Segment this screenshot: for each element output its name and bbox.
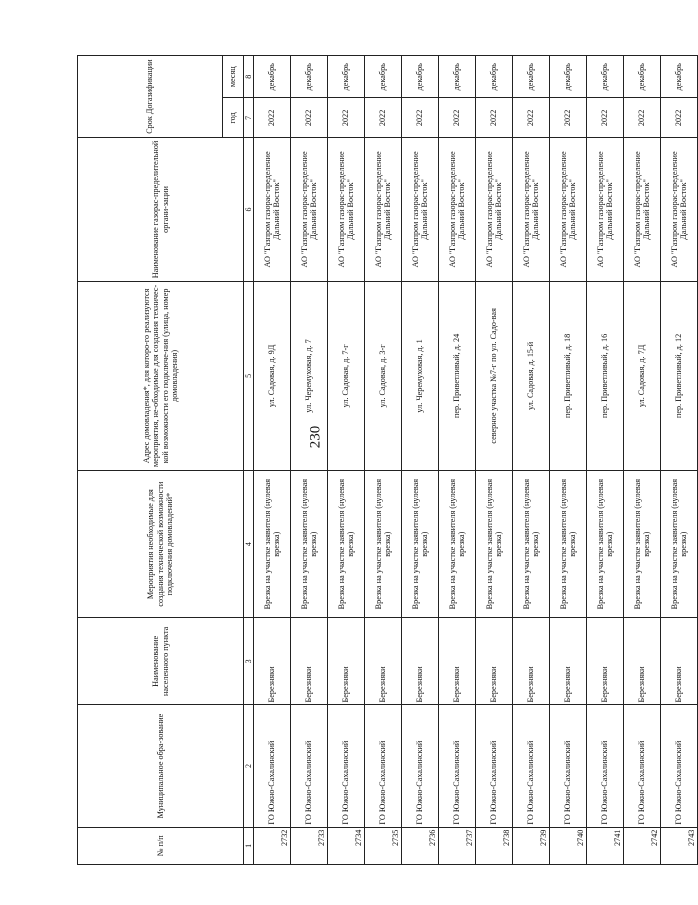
cell-address: ул. Садовая, д. 7-г xyxy=(328,281,365,470)
column-number: 8 xyxy=(244,56,254,98)
cell-measures: Врезка на участке заявителя (нулевая врезка) xyxy=(365,471,402,618)
cell-settlement: Березняки xyxy=(661,618,698,705)
cell-measures: Врезка на участке заявителя (нулевая врезка) xyxy=(402,471,439,618)
row-number: 2741 xyxy=(612,829,622,846)
cell-num xyxy=(550,827,587,864)
cell-year: 2022 xyxy=(476,98,513,138)
cell-year: 2022 xyxy=(439,98,476,138)
cell-address: ул. Садовая, д. 15-й xyxy=(513,281,550,470)
cell-num xyxy=(365,827,402,864)
header-term: Срок Догазификации xyxy=(78,56,223,138)
cell-address: пер. Приветливый, д. 12 xyxy=(661,281,698,470)
cell-settlement: Березняки xyxy=(624,618,661,705)
cell-settlement: Березняки xyxy=(513,618,550,705)
cell-organization: АО "Газпром газорас-пределение Дальний Восток" xyxy=(624,138,661,281)
table-row xyxy=(365,56,402,865)
cell-num xyxy=(661,827,698,864)
row-number: 2742 xyxy=(649,829,659,846)
cell-municipality: ГО Южно-Сахалинский xyxy=(439,705,476,827)
cell-municipality: ГО Южно-Сахалинский xyxy=(587,705,624,827)
cell-measures: Врезка на участке заявителя (нулевая врезка) xyxy=(550,471,587,618)
row-number: 2738 xyxy=(501,829,511,846)
row-number: 2734 xyxy=(353,829,363,846)
cell-num xyxy=(254,827,291,864)
header-address: Адрес домовладения*, для которо-го реализуются мероприятия, не-обходимые для создания техничес-кой возможности его подключе-ния (улица, номер домовладения) xyxy=(78,281,244,470)
cell-year: 2022 xyxy=(624,98,661,138)
cell-organization: АО "Газпром газорас-пределение Дальний Восток" xyxy=(365,138,402,281)
cell-month: декабрь xyxy=(402,56,439,98)
cell-year: 2022 xyxy=(587,98,624,138)
cell-measures: Врезка на участке заявителя (нулевая врезка) xyxy=(587,471,624,618)
row-number: 2739 xyxy=(538,829,548,846)
cell-organization: АО "Газпром газорас-пределение Дальний Восток" xyxy=(550,138,587,281)
cell-month: декабрь xyxy=(365,56,402,98)
cell-organization: АО "Газпром газорас-пределение Дальний Восток" xyxy=(661,138,698,281)
column-number-row xyxy=(244,56,254,865)
cell-address: ул. Черемуховая, д. 1 xyxy=(402,281,439,470)
table-body xyxy=(254,56,698,865)
row-number: 2735 xyxy=(390,829,400,846)
table-row xyxy=(439,56,476,865)
header-municipality: Муниципальное обра-зование xyxy=(78,705,244,827)
gasification-table xyxy=(77,55,698,865)
cell-settlement: Березняки xyxy=(402,618,439,705)
cell-settlement: Березняки xyxy=(587,618,624,705)
table-row xyxy=(291,56,328,865)
table-row xyxy=(328,56,365,865)
cell-address: ул. Садовая, д. 3-г xyxy=(365,281,402,470)
cell-address: пер. Приветливый, д. 16 xyxy=(587,281,624,470)
cell-year: 2022 xyxy=(661,98,698,138)
cell-organization: АО "Газпром газорас-пределение Дальний Восток" xyxy=(587,138,624,281)
header-year: год xyxy=(223,98,244,138)
table-header xyxy=(78,56,254,865)
cell-num xyxy=(439,827,476,864)
cell-year: 2022 xyxy=(328,98,365,138)
cell-organization: АО "Газпром газорас-пределение Дальний Восток" xyxy=(254,138,291,281)
table-row xyxy=(254,56,291,865)
column-number: 7 xyxy=(244,98,254,138)
cell-num xyxy=(513,827,550,864)
cell-address: пер. Приветливый, д. 24 xyxy=(439,281,476,470)
cell-settlement: Березняки xyxy=(365,618,402,705)
cell-municipality: ГО Южно-Сахалинский xyxy=(476,705,513,827)
cell-num xyxy=(291,827,328,864)
cell-year: 2022 xyxy=(402,98,439,138)
cell-year: 2022 xyxy=(254,98,291,138)
cell-measures: Врезка на участке заявителя (нулевая врезка) xyxy=(439,471,476,618)
row-number: 2737 xyxy=(464,829,474,846)
cell-settlement: Березняки xyxy=(254,618,291,705)
cell-measures: Врезка на участке заявителя (нулевая врезка) xyxy=(624,471,661,618)
cell-settlement: Березняки xyxy=(476,618,513,705)
cell-num xyxy=(587,827,624,864)
cell-measures: Врезка на участке заявителя (нулевая врезка) xyxy=(513,471,550,618)
cell-month: декабрь xyxy=(439,56,476,98)
cell-month: декабрь xyxy=(254,56,291,98)
cell-year: 2022 xyxy=(513,98,550,138)
cell-address: ул. Садовая, д. 7Д xyxy=(624,281,661,470)
header-month: месяц xyxy=(223,56,244,98)
page-number: 230 xyxy=(307,425,324,449)
cell-month: декабрь xyxy=(550,56,587,98)
cell-municipality: ГО Южно-Сахалинский xyxy=(513,705,550,827)
cell-municipality: ГО Южно-Сахалинский xyxy=(254,705,291,827)
cell-organization: АО "Газпром газорас-пределение Дальний Восток" xyxy=(328,138,365,281)
row-number: 2732 xyxy=(279,829,289,846)
cell-num xyxy=(476,827,513,864)
row-number: 2740 xyxy=(575,829,585,846)
cell-organization: АО "Газпром газорас-пределение Дальний Восток" xyxy=(439,138,476,281)
table-row xyxy=(550,56,587,865)
row-number: 2733 xyxy=(316,829,326,846)
cell-measures: Врезка на участке заявителя (нулевая врезка) xyxy=(328,471,365,618)
column-number: 3 xyxy=(244,618,254,705)
cell-month: декабрь xyxy=(476,56,513,98)
table-row xyxy=(402,56,439,865)
cell-address: пер. Приветливый, д. 18 xyxy=(550,281,587,470)
cell-settlement: Березняки xyxy=(291,618,328,705)
cell-address: северное участка №7-г по ул. Садо-вая xyxy=(476,281,513,470)
cell-municipality: ГО Южно-Сахалинский xyxy=(624,705,661,827)
cell-month: декабрь xyxy=(661,56,698,98)
header-settlement: Наименование населенного пункта xyxy=(78,618,244,705)
cell-year: 2022 xyxy=(365,98,402,138)
cell-year: 2022 xyxy=(550,98,587,138)
cell-settlement: Березняки xyxy=(439,618,476,705)
cell-municipality: ГО Южно-Сахалинский xyxy=(291,705,328,827)
column-number: 4 xyxy=(244,471,254,618)
cell-municipality: ГО Южно-Сахалинский xyxy=(661,705,698,827)
table-row xyxy=(513,56,550,865)
cell-organization: АО "Газпром газорас-пределение Дальний Восток" xyxy=(476,138,513,281)
cell-num xyxy=(328,827,365,864)
cell-measures: Врезка на участке заявителя (нулевая врезка) xyxy=(661,471,698,618)
cell-municipality: ГО Южно-Сахалинский xyxy=(365,705,402,827)
header-num: № п/п xyxy=(78,827,244,864)
cell-municipality: ГО Южно-Сахалинский xyxy=(402,705,439,827)
cell-municipality: ГО Южно-Сахалинский xyxy=(328,705,365,827)
cell-settlement: Березняки xyxy=(550,618,587,705)
row-number: 2736 xyxy=(427,829,437,846)
cell-month: декабрь xyxy=(587,56,624,98)
cell-measures: Врезка на участке заявителя (нулевая врезка) xyxy=(476,471,513,618)
cell-num xyxy=(624,827,661,864)
cell-year: 2022 xyxy=(291,98,328,138)
column-number: 6 xyxy=(244,138,254,281)
cell-organization: АО "Газпром газорас-пределение Дальний Восток" xyxy=(513,138,550,281)
cell-month: декабрь xyxy=(291,56,328,98)
column-number: 5 xyxy=(244,281,254,470)
table-row xyxy=(476,56,513,865)
table-row xyxy=(624,56,661,865)
column-number: 1 xyxy=(244,827,254,864)
column-number: 2 xyxy=(244,705,254,827)
cell-measures: Врезка на участке заявителя (нулевая врезка) xyxy=(291,471,328,618)
header-organization: Наименование газорас-пределительной органи-зации xyxy=(78,138,244,281)
cell-address: ул. Садовая, д. 9Д xyxy=(254,281,291,470)
cell-address: ул. Черемуховая, д. 7 xyxy=(291,281,328,470)
cell-measures: Врезка на участке заявителя (нулевая врезка) xyxy=(254,471,291,618)
cell-municipality: ГО Южно-Сахалинский xyxy=(550,705,587,827)
cell-month: декабрь xyxy=(513,56,550,98)
cell-num xyxy=(402,827,439,864)
cell-settlement: Березняки xyxy=(328,618,365,705)
table-row xyxy=(587,56,624,865)
cell-organization: АО "Газпром газорас-пределение Дальний Восток" xyxy=(402,138,439,281)
cell-month: декабрь xyxy=(328,56,365,98)
cell-month: декабрь xyxy=(624,56,661,98)
row-number: 2743 xyxy=(686,829,696,846)
table-row xyxy=(661,56,698,865)
header-measures: Мероприятия необходимые для создания технической возможности подключения домовладений* xyxy=(78,471,244,618)
cell-organization: АО "Газпром газорас-пределение Дальний Восток" xyxy=(291,138,328,281)
